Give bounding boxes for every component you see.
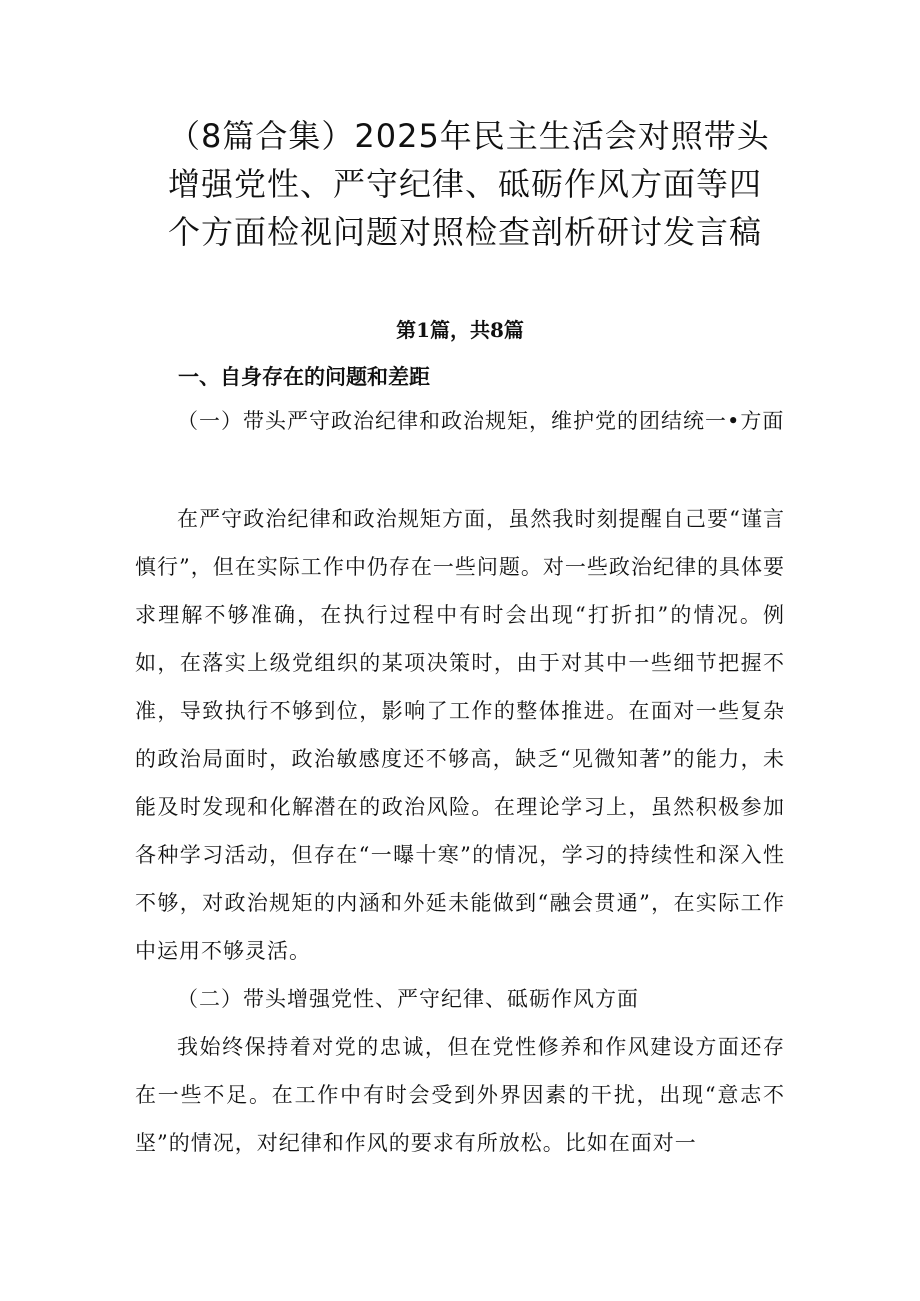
subsection-heading-1: （一）带头严守政治纪律和政治规矩，维护党的团结统一•方面 — [177, 409, 785, 433]
paragraph-2: 我始终保持着对党的忠诚，但在党性修养和作风建设方面还存在一些不足。在工作中有时会受到外界因素的干扰，出现“意志不坚”的情况，对纪律和作风的要求有所放松。比如在面对一 — [135, 1035, 785, 1155]
document-title: （8篇合集）2025年民主生活会对照带头增强党性、严守纪律、砥砺作风方面等四个方面检视问题对照检查剖析研讨发言稿 — [168, 117, 770, 251]
subsection-heading-2: （二）带头增强党性、严守纪律、砥砺作风方面 — [177, 987, 639, 1011]
part-indicator: 第1篇，共8篇 — [396, 318, 524, 342]
section-heading: 一、自身存在的问题和差距 — [178, 365, 430, 389]
paragraph-1: 在严守政治纪律和政治规矩方面，虽然我时刻提醒自己要“谨言慎行”，但在实际工作中仍存在一些问题。对一些政治纪律的具体要求理解不够准确，在执行过程中有时会出现“打折扣”的情况。例如，在落实上级党组织的某项决策时，由于对其中一些细节把握不准，导致执行不够到位，影响了工作的整体推进。在面对一些复杂的政治局面时，政治敏感度还不够高，缺乏“见微知著”的能力，未能及时发现和化解潜在的政治风险。在理论学习上，虽然积极参加各种学习活动，但存在“一曝十寒”的情况，学习的持续性和深入性不够，对政治规矩的内涵和外延未能做到“融会贯通”，在实际工作中运用不够灵活。 — [135, 507, 785, 963]
